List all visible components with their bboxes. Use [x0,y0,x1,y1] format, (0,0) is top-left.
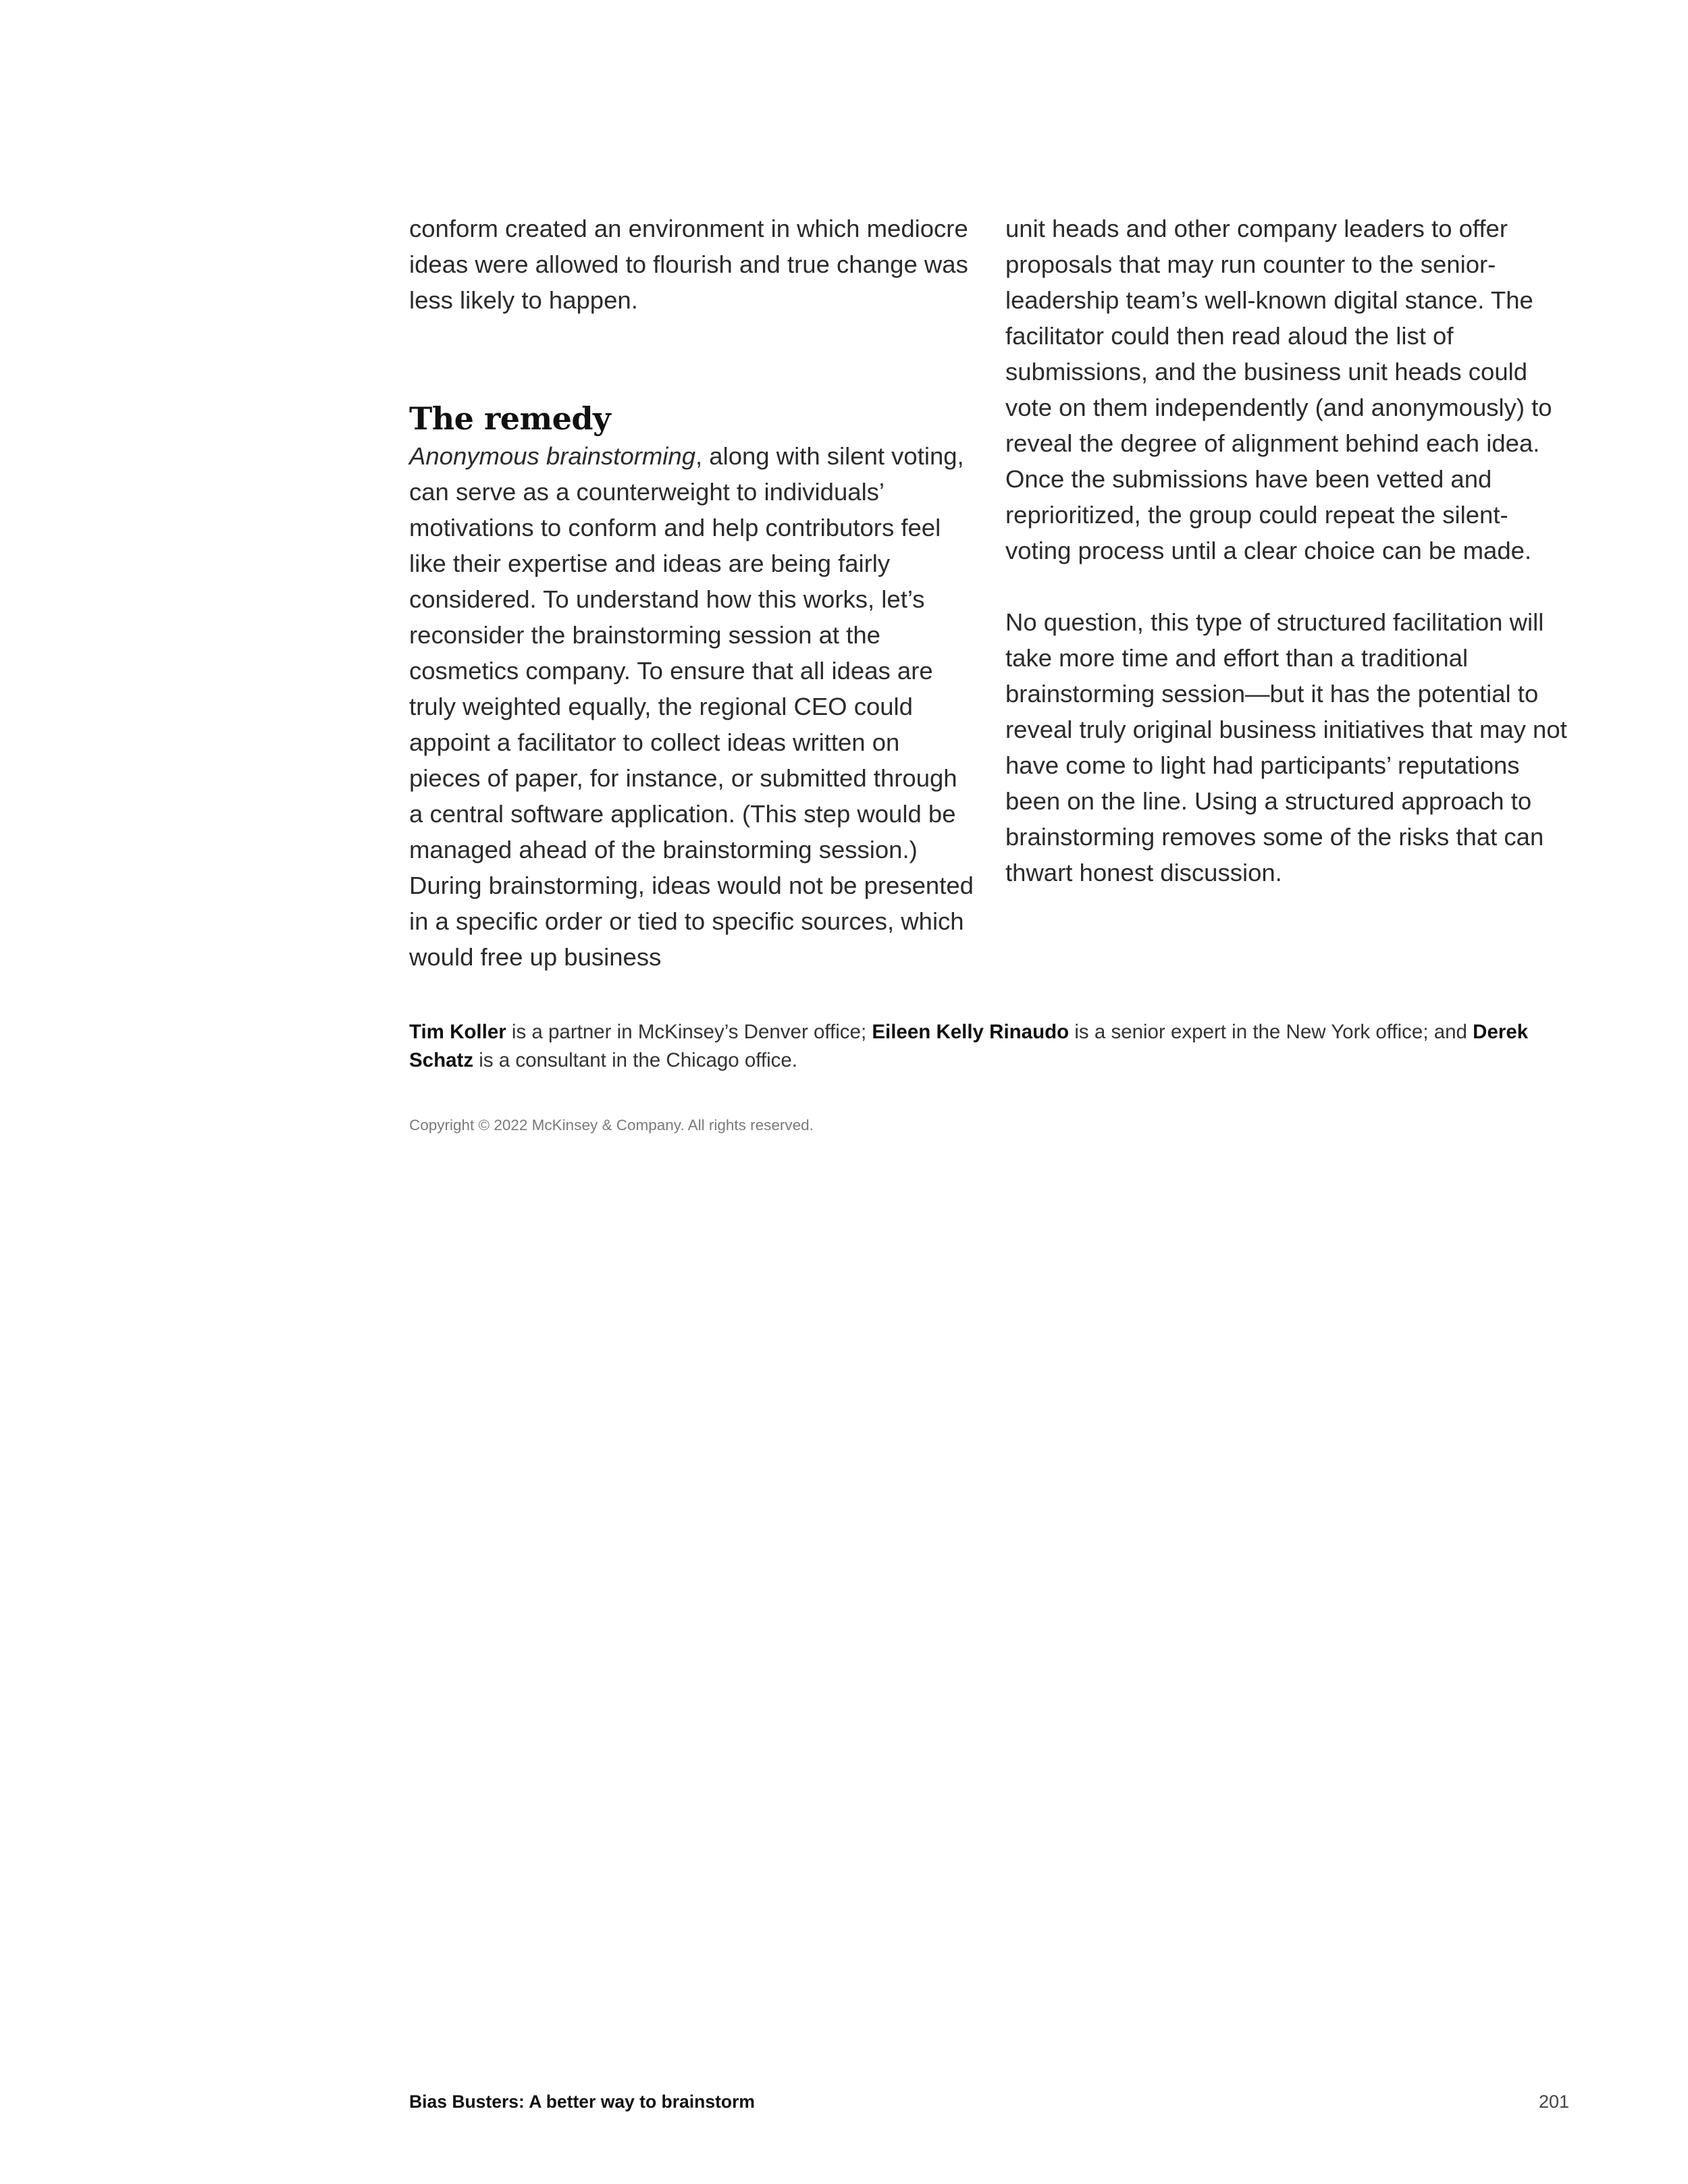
page-number: 201 [1538,2092,1569,2112]
remedy-emphasis: Anonymous brainstorming [409,442,696,470]
right-column [1005,211,1573,890]
section-spacer [409,318,976,399]
left-column [409,211,976,975]
author-role-koller: is a partner in McKinsey’s Denver office; [506,1021,872,1043]
remedy-paragraph-text: , along with silent voting, can serve as a counterweight to individuals’ motivations to conform and help contributors feel like their expertise and ideas are being fairly considered. To understand how this works, let’s reconsider the brainstorming session at the cosmetics company. To ensure that all ideas are truly weighted equally, the regional CEO could appoint a facilitator to collect ideas written on pieces of paper, for instance, or submitted through a central software application. (This step would be managed ahead of the brainstorming session.) During brainstorming, ideas would not be presented in a specific order or tied to specific sources, which would free up business [409,442,974,971]
running-footer-title: Bias Busters: A better way to brainstorm [409,2092,755,2112]
author-name-rinaudo: Eileen Kelly Rinaudo [872,1021,1070,1043]
closing-paragraph: No question, this type of structured facilitation will take more time and effort than a traditional brainstorming session—but it has the potential to reveal truly original business initiatives that may not have come to light had participants’ reputations been on the line. Using a structured approach to brainstorming removes some of the risks that can thwart honest discussion. [1005,608,1567,886]
section-heading: The remedy [409,400,611,437]
copyright-notice: Copyright © 2022 McKinsey & Company. All rights reserved. [409,1117,814,1134]
author-name-koller: Tim Koller [409,1021,506,1043]
author-bio [409,1018,1557,1075]
author-name-schatz: Derek Schatz [409,1021,1529,1071]
intro-paragraph: conform created an environment in which mediocre ideas were allowed to flourish and true change was less likely to happen. [409,215,968,314]
remedy-paragraph [409,438,976,975]
author-role-schatz: is a consultant in the Chicago office. [473,1049,798,1071]
author-role-rinaudo: is a senior expert in the New York office; and [1069,1021,1473,1043]
continuation-paragraph: unit heads and other company leaders to offer proposals that may run counter to the senior-leadership team’s well-known digital stance. The facilitator could then read aloud the list of submissions, and the business unit heads could vote on them independently (and anonymously) to reveal the degree of alignment behind each idea. Once the submissions have been vetted and reprioritized, the group could repeat the silent-voting process until a clear choice can be made. [1005,215,1552,564]
